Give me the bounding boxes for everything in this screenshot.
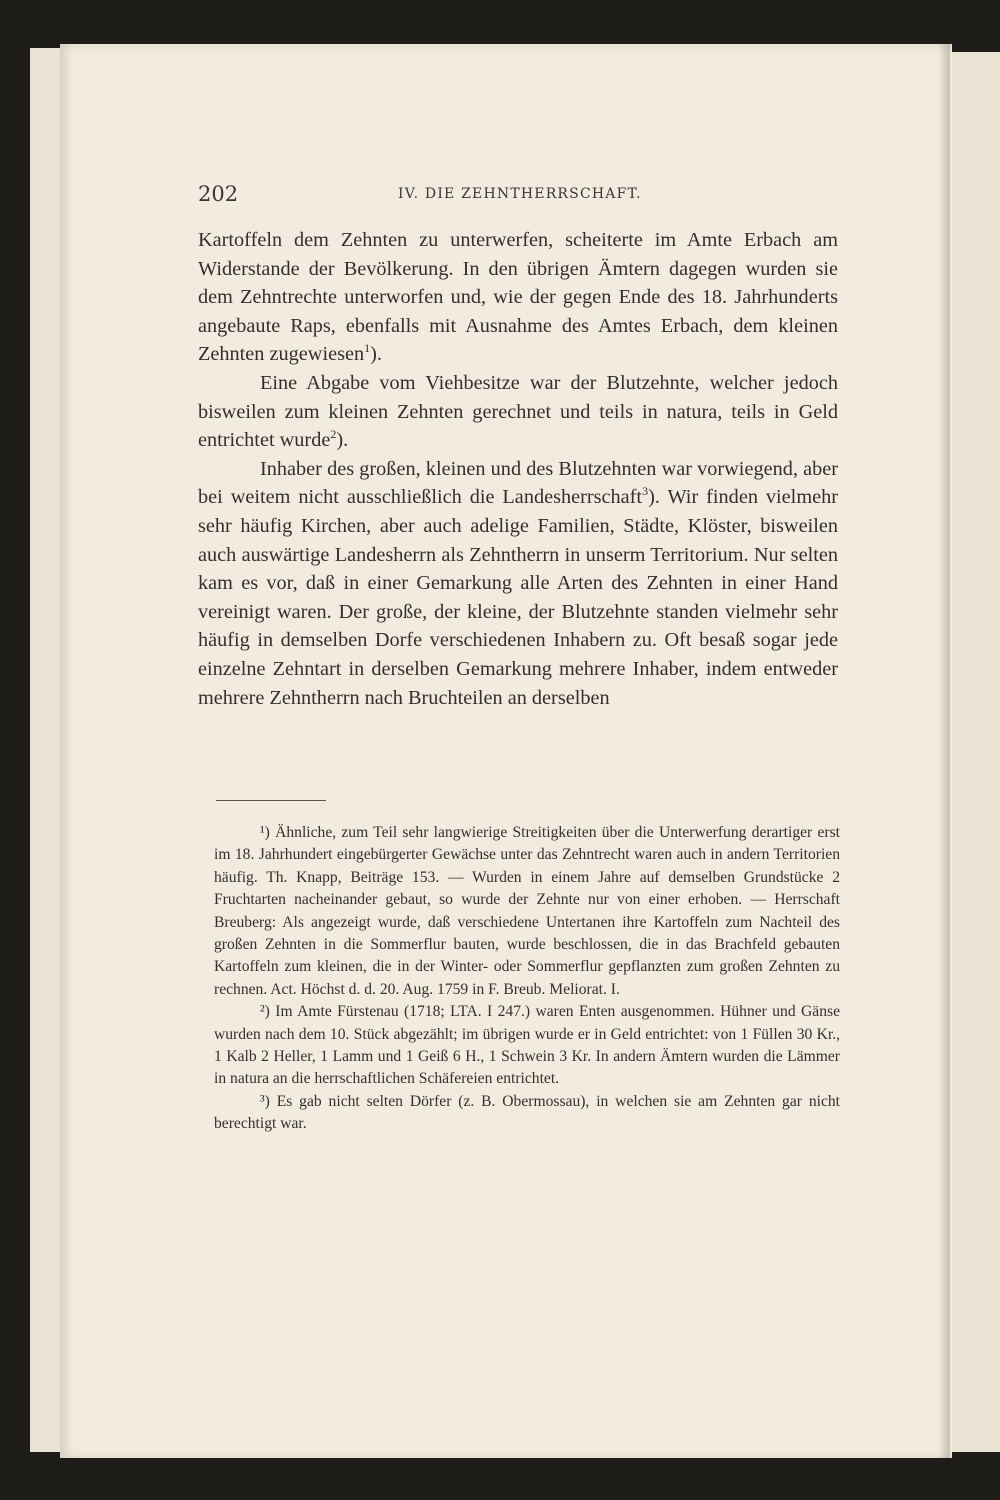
paragraph-end: ). [336, 429, 349, 452]
footnote-1: ¹) Ähnliche, zum Teil sehr langwierige Streitigkeiten über die Unterwerfung derartiger erst im 18. Jahrhundert eingebürgerter Gewächse unter das Zehntrecht waren auch in andern Territorien häufig. Th. Knapp, Beiträge 153. — Wurden in einem Jahre auf demselben Grundstücke 2 Fruchtarten nacheinander gebaut, so wurde der Zehnte nur von einer erhoben. — Herrschaft Breuberg: Als angezeigt wurde, daß verschiedene Untertanen ihre Kartoffeln zum Nachteil des großen Zehnten in die Sommerflur bauten, wurde beschlossen, die in das Brachfeld gebauten Kartoffeln zum kleinen, die in der Winter- oder Sommerflur gepflanzten zum großen Zehnten zu rechnen. Act. Höchst d. d. 20. Aug. 1759 in F. Breub. Meliorat. I. [214, 824, 840, 998]
paragraph-text: Kartoffeln dem Zehnten zu unterwerfen, scheiterte im Amte Erbach am Widerstande der Bevölkerung. In den übrigen Ämtern dagegen wurden sie dem Zehntrechte unterworfen und, wie der gegen Ende des 18. Jahrhunderts angebaute Raps, ebenfalls mit Ausnahme des Amtes Erbach, dem kleinen Zehnten zugewiesen [198, 229, 838, 366]
paragraph-text: Eine Abgabe vom Viehbesitze war der Blutzehnte, welcher jedoch bisweilen zum kleinen Zehnten gerechnet und teils in natura, teils in Geld entrichtet wurde [198, 371, 838, 452]
paragraph [198, 226, 838, 369]
footnotes [214, 822, 840, 1136]
paragraph-end: ). [370, 343, 382, 366]
footnote-ref: 3 [642, 484, 649, 499]
footnote-divider [216, 800, 326, 801]
paragraph [198, 369, 838, 455]
paragraph-text: Inhaber des großen, kleinen und des Blutzehnten war vorwiegend, aber bei weitem nicht ausschließlich die Landesherrschaft [198, 457, 838, 509]
main-text [198, 226, 838, 712]
running-header [198, 182, 838, 212]
gutter-shadow [938, 44, 950, 1458]
page-number: 202 [198, 182, 239, 206]
footnote-ref: 1 [364, 341, 371, 356]
facing-page-edge [948, 52, 1000, 1452]
footnote-2: ²) Im Amte Fürstenau (1718; LTA. I 247.) waren Enten ausgenommen. Hühner und Gänse wurden nach dem 10. Stück abgezählt; im übrigen wurde er in Geld entrichtet: von 1 Füllen 30 Kr., 1 Kalb 2 Heller, 1 Lamm und 1 Geiß 6 H., 1 Schwein 3 Kr. In andern Ämtern wurden die Lämmer in natura an die herrschaftlichen Schäfereien entrichtet. [214, 1003, 840, 1088]
paragraph-text: ). Wir finden vielmehr sehr häufig Kirchen, aber auch adelige Familien, Städte, Klöster, bisweilen auch auswärtige Landesherrn als Zehntherrn in unserm Territorium. Nur selten kam es vor, daß in einer Gemarkung alle Arten des Zehnten in einer Hand vereinigt waren. Der große, der kleine, der Blutzehnte standen vielmehr sehr häufig in demselben Dorfe verschiedenen Inhabern zu. Oft besaß sogar jede einzelne Zehntart in derselben Gemarkung mehrere Inhaber, indem entweder mehrere Zehntherrn nach Bruchteilen an derselben [198, 486, 838, 709]
paragraph [198, 455, 838, 712]
chapter-title: IV. DIE ZEHNTHERRSCHAFT. [398, 186, 642, 202]
footnote-ref: 2 [330, 427, 337, 442]
footnote-3: ³) Es gab nicht selten Dörfer (z. B. Obermossau), in welchen sie am Zehnten gar nicht berechtigt war. [214, 1092, 840, 1133]
